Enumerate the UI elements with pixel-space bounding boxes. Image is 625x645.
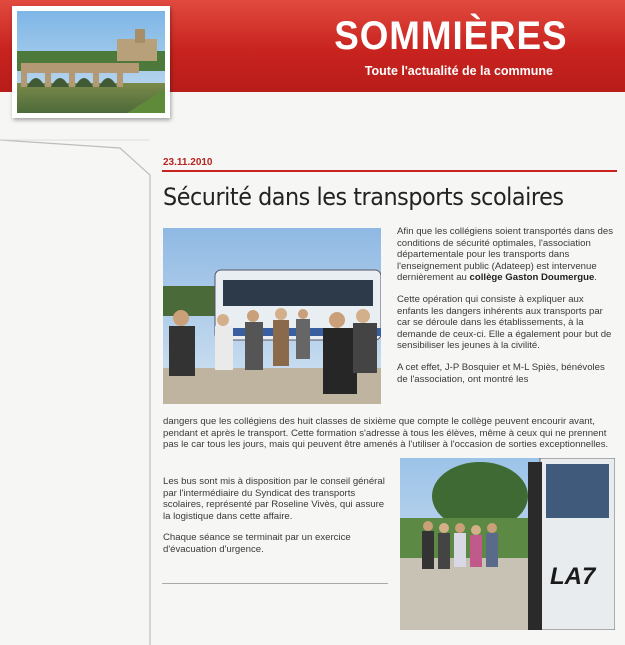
bottom-rule xyxy=(162,583,388,584)
paragraph-dangers: dangers que les collégiens des huit classes de sixième que compte le collège peuvent encourir avant, pendant et après le transport. Cette formation s'adresse à tous les élèves, même à ceux qui ne prennent pas le car tous les jours, mais qui peuvent être amenés à l'utiliser à l'occasion de sorties exceptionnelles. xyxy=(163,416,609,451)
title-rule xyxy=(162,170,617,172)
paragraph-intro: Afin que les collégiens soient transportés dans des conditions de sécurité optimales, l'association départementale pour les transports dans l'enseignement public (Adateep) est intervenue dernièrement au collège Gaston Doumergue. xyxy=(397,226,613,284)
paragraph-operation: Cette opération qui consiste à expliquer aux enfants les dangers inhérents aux transports par car se déroule dans les établissements, à la demande de ceux-ci. Elle a également pour but de sensibiliser les jeunes à la civilité. xyxy=(397,293,612,352)
article-right-column xyxy=(397,226,617,385)
masthead-title: SOMMIÈRES xyxy=(333,14,567,58)
paragraph-buses: Les bus sont mis à disposition par le conseil général par l'intermédiaire du Syndicat des transports scolaires, représenté par Roseline Vivès, qui assure la logistique dans cette affaire. xyxy=(163,476,385,522)
college-name: collège Gaston Doumergue xyxy=(469,272,595,284)
article-date: 23.11.2010 xyxy=(163,157,213,168)
article-headline: Sécurité dans les transports scolaires xyxy=(163,183,564,211)
masthead-subtitle: Toute l'actualité de la commune xyxy=(364,64,553,78)
town-bridge-photo xyxy=(12,6,170,118)
paragraph-volunteers-start: A cet effet, J-P Bosquier et M-L Spiès, bénévoles de l'association, ont montré les xyxy=(397,361,605,385)
paragraph-evacuation: Chaque séance se terminait par un exercice d'évacuation d'urgence. xyxy=(163,532,351,555)
bus-evacuation-photo xyxy=(400,458,615,630)
article-bottom-column xyxy=(163,476,391,566)
article-full-width-text xyxy=(163,416,618,461)
bus-sign-text: LA7 xyxy=(550,563,596,590)
students-bus-photo xyxy=(163,228,381,404)
